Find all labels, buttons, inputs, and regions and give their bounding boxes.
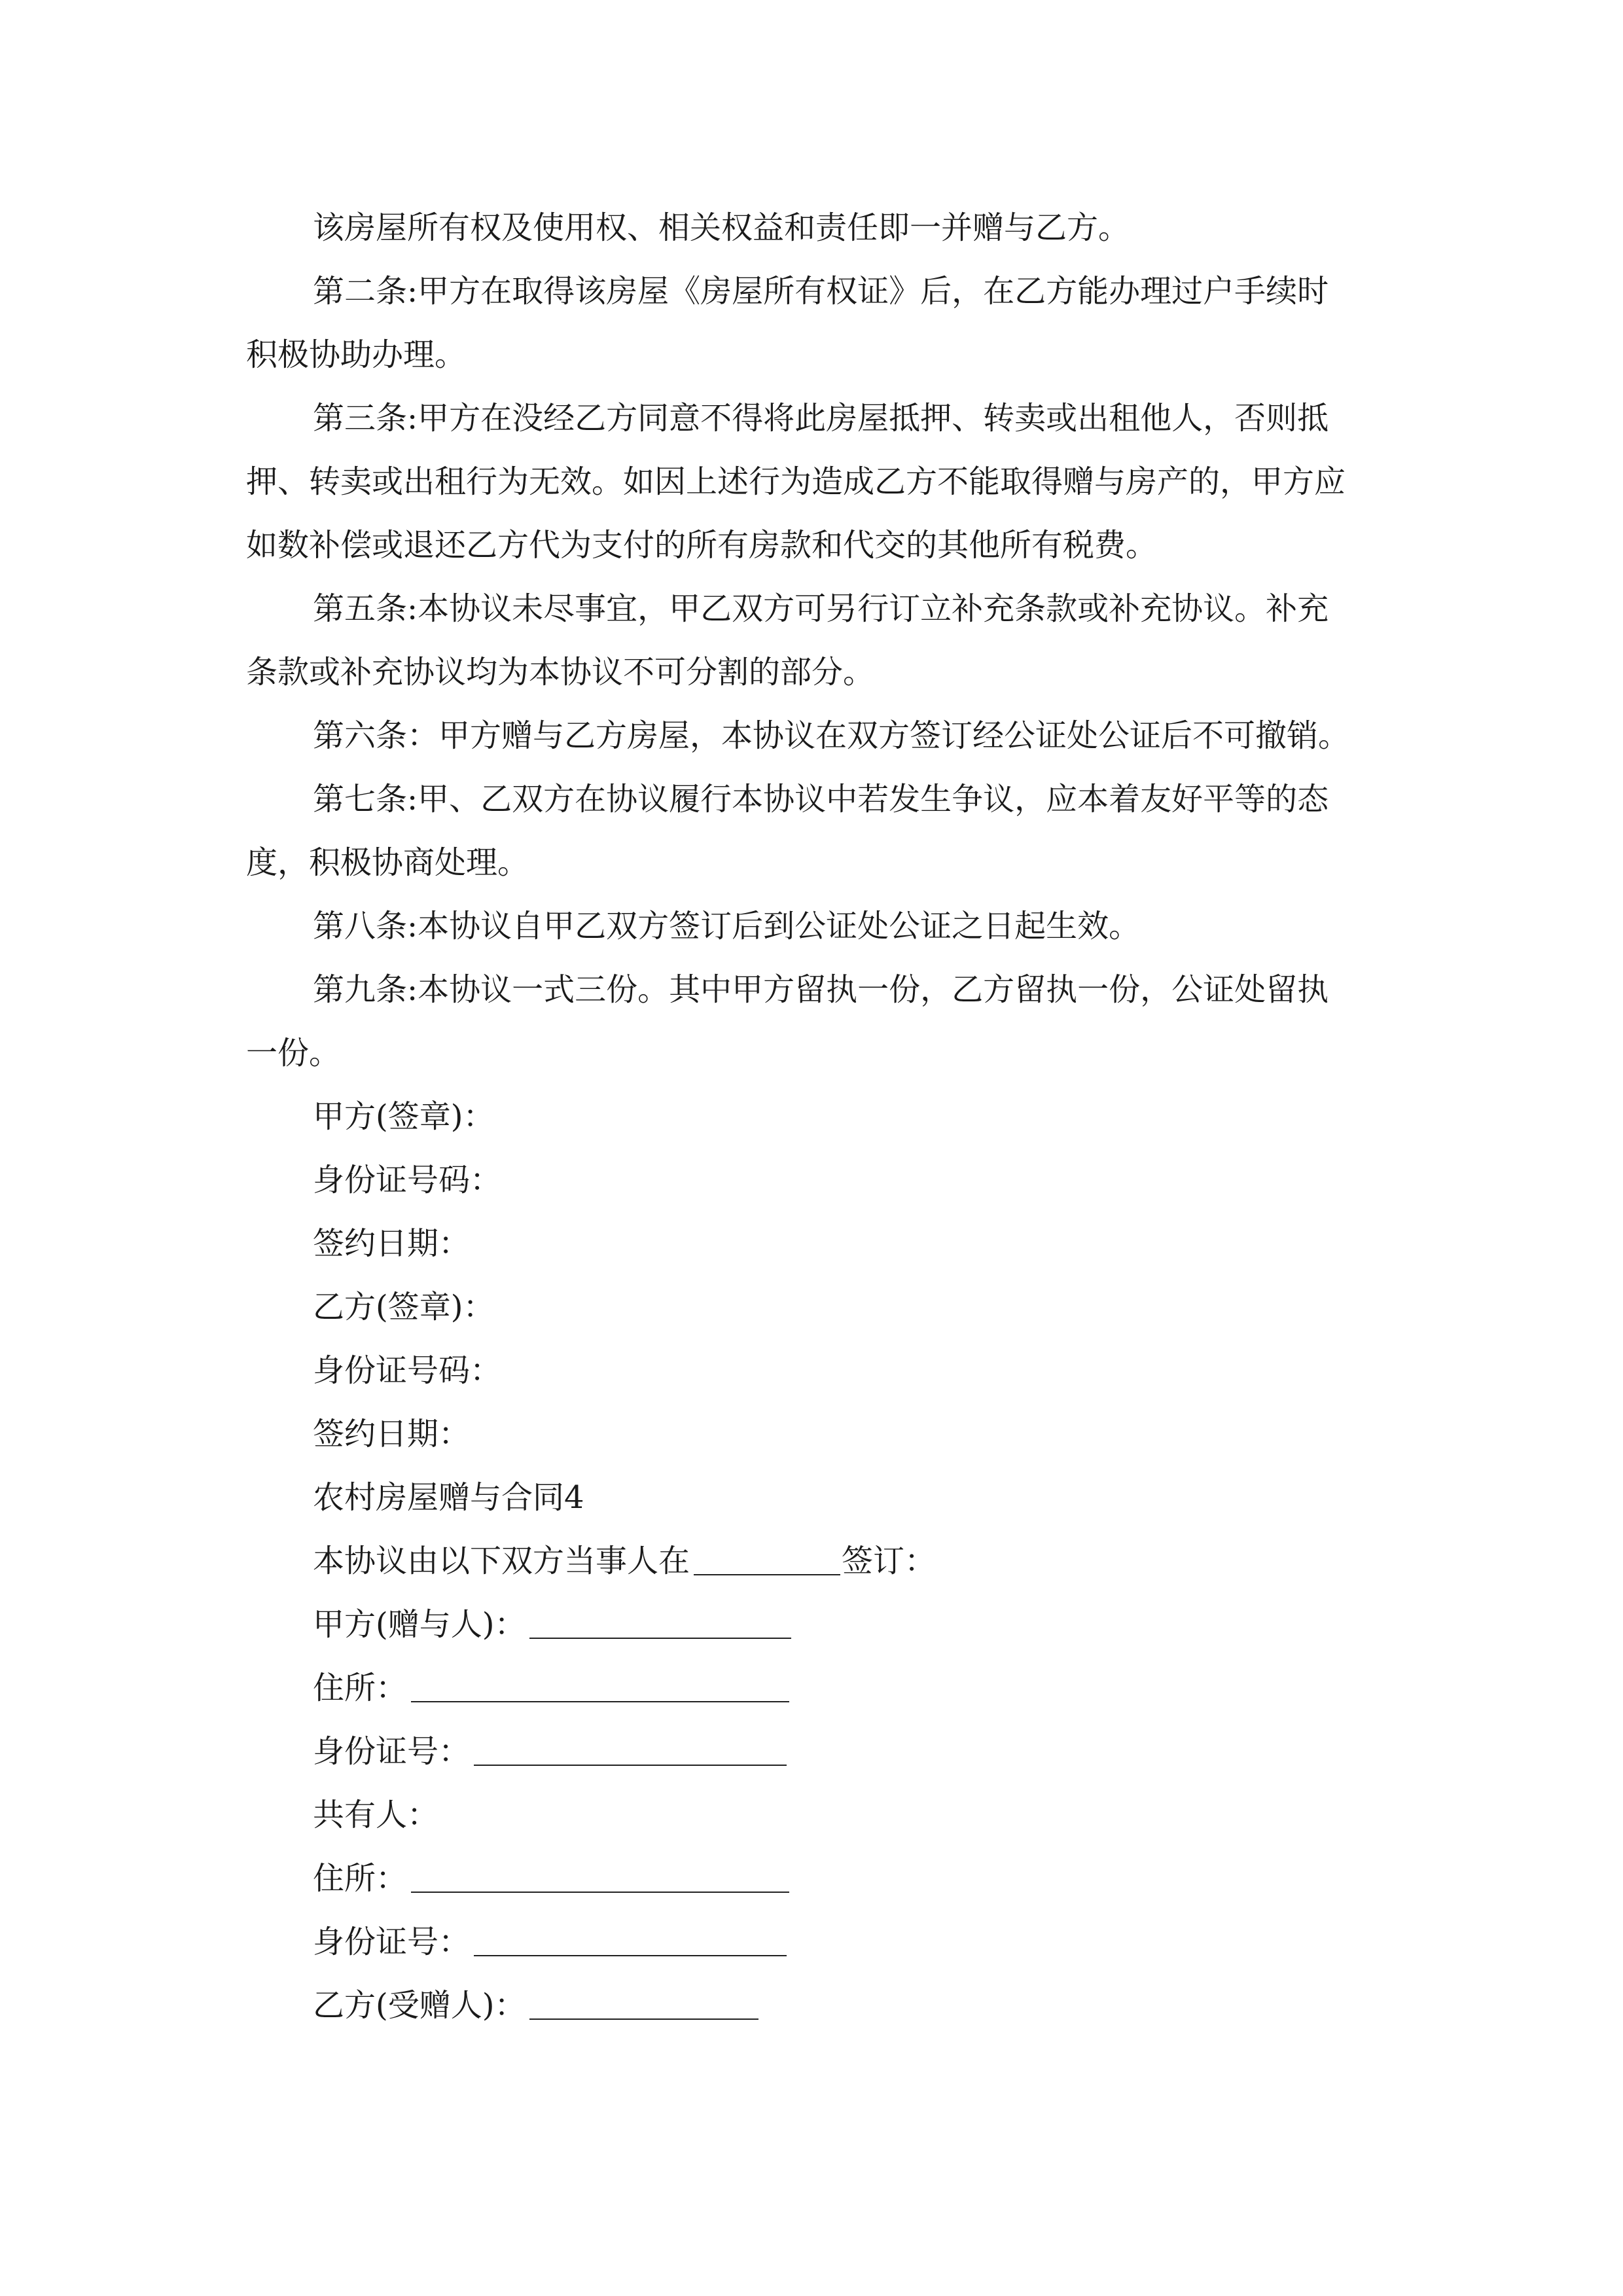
article-6-line: 第六条：甲方赠与乙方房屋，本协议在双方签订经公证处公证后不可撤销。 [313,717,1350,754]
co-owner-label: 共有人： [313,1797,439,1833]
address-label: 住所： [313,1670,408,1706]
article-7-continuation: 度，积极协商处理。 [246,844,529,881]
donee-label: 乙方(受赠人)： [313,1987,526,2024]
co-owner-id-field [246,1910,1385,1974]
party-a-signature-label: 甲方(签章)： [313,1098,495,1135]
id-number-field [246,1720,1385,1784]
party-b-signature-label: 乙方(签章)： [313,1289,495,1325]
co-owner-id-blank[interactable] [474,1924,787,1956]
article-8-line: 第八条:本协议自甲乙双方签订后到公证处公证之日起生效。 [313,908,1141,944]
article-5-line: 第五条:本协议未尽事宜，甲乙双方可另行订立补充条款或补充协议。补充 [313,590,1329,627]
article-9-line: 第九条:本协议一式三份。其中甲方留执一份，乙方留执一份，公证处留执 [313,971,1329,1008]
document-body [246,196,1385,2037]
agreement-intro-prefix: 本协议由以下双方当事人在 [313,1543,690,1579]
address-field [246,1657,1385,1720]
donor-blank[interactable] [529,1606,791,1639]
co-owner-field [246,1784,1385,1847]
article-9-continuation: 一份。 [246,1035,341,1071]
co-owner-address-blank[interactable] [411,1860,789,1893]
party-b-date-label: 签约日期： [313,1416,471,1452]
co-owner-address-label: 住所： [313,1860,408,1897]
donee-field [246,1974,1385,2037]
article-7-line: 第七条:甲、乙双方在协议履行本协议中若发生争议，应本着友好平等的态 [313,781,1329,817]
article-3-continuation: 如数补偿或退还乙方代为支付的所有房款和代交的其他所有税费。 [246,527,1158,564]
article-5-continuation: 条款或补充协议均为本协议不可分割的部分。 [246,654,875,691]
id-number-label: 身份证号： [313,1733,471,1770]
co-owner-address-field [246,1847,1385,1910]
article-3-continuation: 押、转卖或出租行为无效。如因上述行为造成乙方不能取得赠与房产的，甲方应 [246,463,1346,500]
party-a-date-label: 签约日期： [313,1225,471,1262]
signing-place-blank[interactable] [694,1543,840,1575]
article-3-line: 第三条:甲方在没经乙方同意不得将此房屋抵押、转卖或出租他人，否则抵 [313,400,1329,437]
agreement-intro-suffix: 签订： [842,1543,936,1579]
agreement-intro [246,1530,1385,1593]
article-2-continuation: 积极协助办理。 [246,336,467,373]
party-a-id-label: 身份证号码： [313,1162,502,1198]
donor-label: 甲方(赠与人)： [313,1606,526,1643]
co-owner-id-label: 身份证号： [313,1924,471,1960]
contract-4-title: 农村房屋赠与合同4 [313,1479,584,1516]
donor-field [246,1593,1385,1657]
address-blank[interactable] [411,1670,789,1702]
paragraph-line: 该房屋所有权及使用权、相关权益和责任即一并赠与乙方。 [313,209,1130,246]
donee-blank[interactable] [529,1987,758,2020]
article-2-line: 第二条:甲方在取得该房屋《房屋所有权证》后，在乙方能办理过户手续时 [313,273,1329,310]
party-b-id-label: 身份证号码： [313,1352,502,1389]
id-number-blank[interactable] [474,1733,787,1766]
